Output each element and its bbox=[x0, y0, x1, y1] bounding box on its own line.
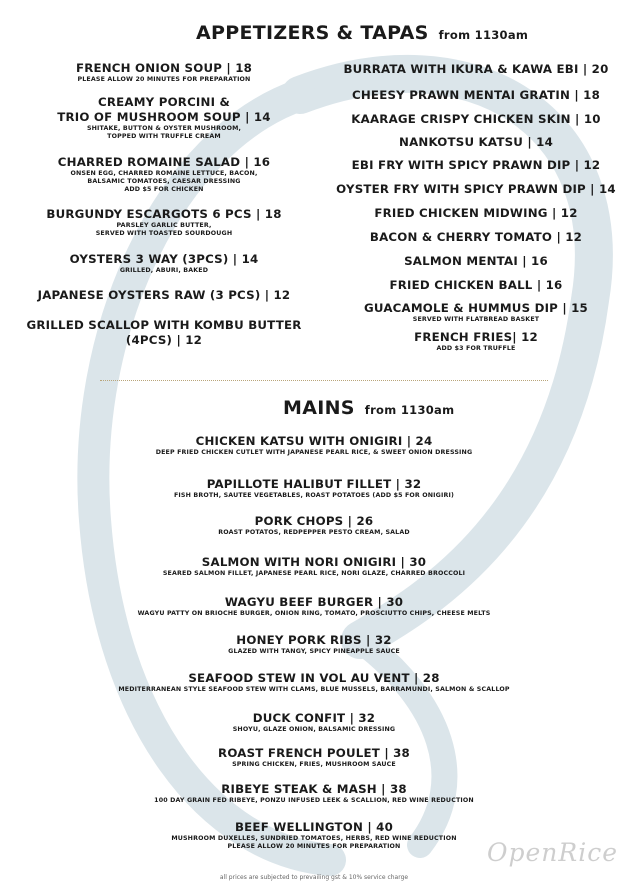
menu-item bbox=[0, 477, 628, 500]
menu-item-name-price: SALMON WITH NORI ONIGIRI | 30 bbox=[201, 555, 427, 569]
menu-item bbox=[0, 633, 628, 656]
appetizers-title: APPETIZERS & TAPAS bbox=[196, 22, 429, 44]
menu-item-description: MUSHROOM DUXELLES, SUNDRIED TOMATOES, HERBS, RED WINE REDUCTION PLEASE ALLOW 20 MINUTES FOR PREPARATION bbox=[171, 835, 457, 851]
openrice-watermark: OpenRice bbox=[486, 838, 618, 867]
menu-item-name-price: OYSTER FRY WITH SPICY PRAWN DIP | 14 bbox=[336, 182, 616, 196]
menu-item-name-price: RIBEYE STEAK & MASH | 38 bbox=[221, 782, 407, 796]
menu-item-name-price: WAGYU BEEF BURGER | 30 bbox=[224, 595, 404, 609]
menu-item-name-price: ROAST FRENCH POULET | 38 bbox=[218, 746, 410, 760]
menu-item-description: DEEP FRIED CHICKEN CUTLET WITH JAPANESE PEARL RICE, & SWEET ONION DRESSING bbox=[155, 449, 473, 456]
menu-item-name-price: FRIED CHICKEN BALL | 16 bbox=[389, 278, 563, 292]
menu-item-description: ROAST POTATOS, REDPEPPER PESTO CREAM, SALAD bbox=[218, 529, 410, 536]
menu-item-description: 100 DAY GRAIN FED RIBEYE, PONZU INFUSED LEEK & SCALLION, RED WINE REDUCTION bbox=[154, 797, 474, 804]
menu-item-description: SERVED WITH FLATBREAD BASKET bbox=[412, 316, 540, 323]
menu-item-name-price: SEAFOOD STEW IN VOL AU VENT | 28 bbox=[188, 671, 440, 685]
menu-item-description: PARSLEY GARLIC BUTTER, SERVED WITH TOASTED SOURDOUGH bbox=[95, 222, 233, 238]
menu-item-name-price: PORK CHOPS | 26 bbox=[254, 514, 374, 528]
menu-item-name-price: CHARRED ROMAINE SALAD | 16 bbox=[57, 155, 271, 169]
menu-item-name-price: BEEF WELLINGTON | 40 bbox=[234, 820, 393, 834]
menu-item-name-price: NANKOTSU KATSU | 14 bbox=[399, 135, 553, 149]
menu-item-name-price: FRENCH FRIES| 12 bbox=[414, 330, 538, 344]
menu-item-name-price: DUCK CONFIT | 32 bbox=[252, 711, 376, 725]
menu-item-description: MEDITERRANEAN STYLE SEAFOOD STEW WITH CLAMS, BLUE MUSSELS, BARRAMUNDI, SALMON & SCALLOP bbox=[118, 686, 510, 693]
mains-title: MAINS bbox=[283, 397, 355, 419]
menu-item bbox=[0, 746, 628, 769]
appetizers-time: from 1130am bbox=[438, 28, 529, 42]
menu-item-description: GRILLED, ABURI, BAKED bbox=[119, 267, 209, 274]
menu-item-name-price: BURRATA WITH IKURA & KAWA EBI | 20 bbox=[343, 62, 609, 76]
menu-item-name-price: SALMON MENTAI | 16 bbox=[404, 254, 548, 268]
menu-item-description: WAGYU PATTY ON BRIOCHE BURGER, ONION RING, TOMATO, PROSCIUTTO CHIPS, CHEESE MELTS bbox=[137, 610, 491, 617]
menu-item-description: ONSEN EGG, CHARRED ROMAINE LETTUCE, BACON, BALSAMIC TOMATOES, CAESAR DRESSING ADD $5 FOR CHICKEN bbox=[70, 170, 258, 194]
menu-item-description: SHITAKE, BUTTON & OYSTER MUSHROOM, TOPPED WITH TRUFFLE CREAM bbox=[86, 125, 242, 141]
price-footnote: all prices are subjected to prevailing gst & 10% service charge bbox=[219, 874, 409, 881]
menu-item bbox=[0, 595, 628, 618]
menu-item-name-price: JAPANESE OYSTERS RAW (3 PCS) | 12 bbox=[37, 288, 291, 302]
menu-item-name-price: BURGUNDY ESCARGOTS 6 PCS | 18 bbox=[46, 207, 282, 221]
mains-time: from 1130am bbox=[364, 403, 455, 417]
menu-item-name-price: FRIED CHICKEN MIDWING | 12 bbox=[374, 206, 578, 220]
menu-item-description: FISH BROTH, SAUTEE VEGETABLES, ROAST POTATOES (ADD $5 FOR ONIGIRI) bbox=[173, 492, 455, 499]
menu-item-description: SPRING CHICKEN, FRIES, MUSHROOM SAUCE bbox=[232, 761, 396, 768]
menu-item-name-price: CHICKEN KATSU WITH ONIGIRI | 24 bbox=[195, 434, 433, 448]
menu-item-name-price: CHEESY PRAWN MENTAI GRATIN | 18 bbox=[352, 88, 600, 102]
menu-item bbox=[0, 555, 628, 578]
menu-item-description: PLEASE ALLOW 20 MINUTES FOR PREPARATION bbox=[77, 76, 251, 83]
menu-item-description: SHOYU, GLAZE ONION, BALSAMIC DRESSING bbox=[232, 726, 396, 733]
menu-item bbox=[0, 671, 628, 694]
menu-item-name-price: CREAMY PORCINI & TRIO OF MUSHROOM SOUP | 14 bbox=[57, 95, 271, 124]
menu-item-description: GLAZED WITH TANGY, SPICY PINEAPPLE SAUCE bbox=[228, 648, 400, 655]
menu-item-name-price: FRENCH ONION SOUP | 18 bbox=[75, 61, 253, 75]
menu-item-name-price: PAPILLOTE HALIBUT FILLET | 32 bbox=[206, 477, 422, 491]
menu-item-name-price: GUACAMOLE & HUMMUS DIP | 15 bbox=[364, 301, 588, 315]
menu-item-name-price: BACON & CHERRY TOMATO | 12 bbox=[369, 230, 583, 244]
menu-item bbox=[0, 514, 628, 537]
menu-item bbox=[0, 434, 628, 457]
menu-item-name-price: HONEY PORK RIBS | 32 bbox=[236, 633, 392, 647]
menu-item-name-price: KAARAGE CRISPY CHICKEN SKIN | 10 bbox=[351, 112, 601, 126]
menu-item-name-price: EBI FRY WITH SPICY PRAWN DIP | 12 bbox=[351, 158, 601, 172]
menu-item bbox=[0, 782, 628, 805]
menu-item-name-price: GRILLED SCALLOP WITH KOMBU BUTTER (4PCS) | 12 bbox=[26, 318, 302, 347]
menu-item-name-price: OYSTERS 3 WAY (3PCS) | 14 bbox=[69, 252, 259, 266]
menu-item-description: SEARED SALMON FILLET, JAPANESE PEARL RICE, NORI GLAZE, CHARRED BROCCOLI bbox=[162, 570, 466, 577]
menu-item-description: ADD $3 FOR TRUFFLE bbox=[436, 345, 516, 352]
menu-item bbox=[0, 711, 628, 734]
